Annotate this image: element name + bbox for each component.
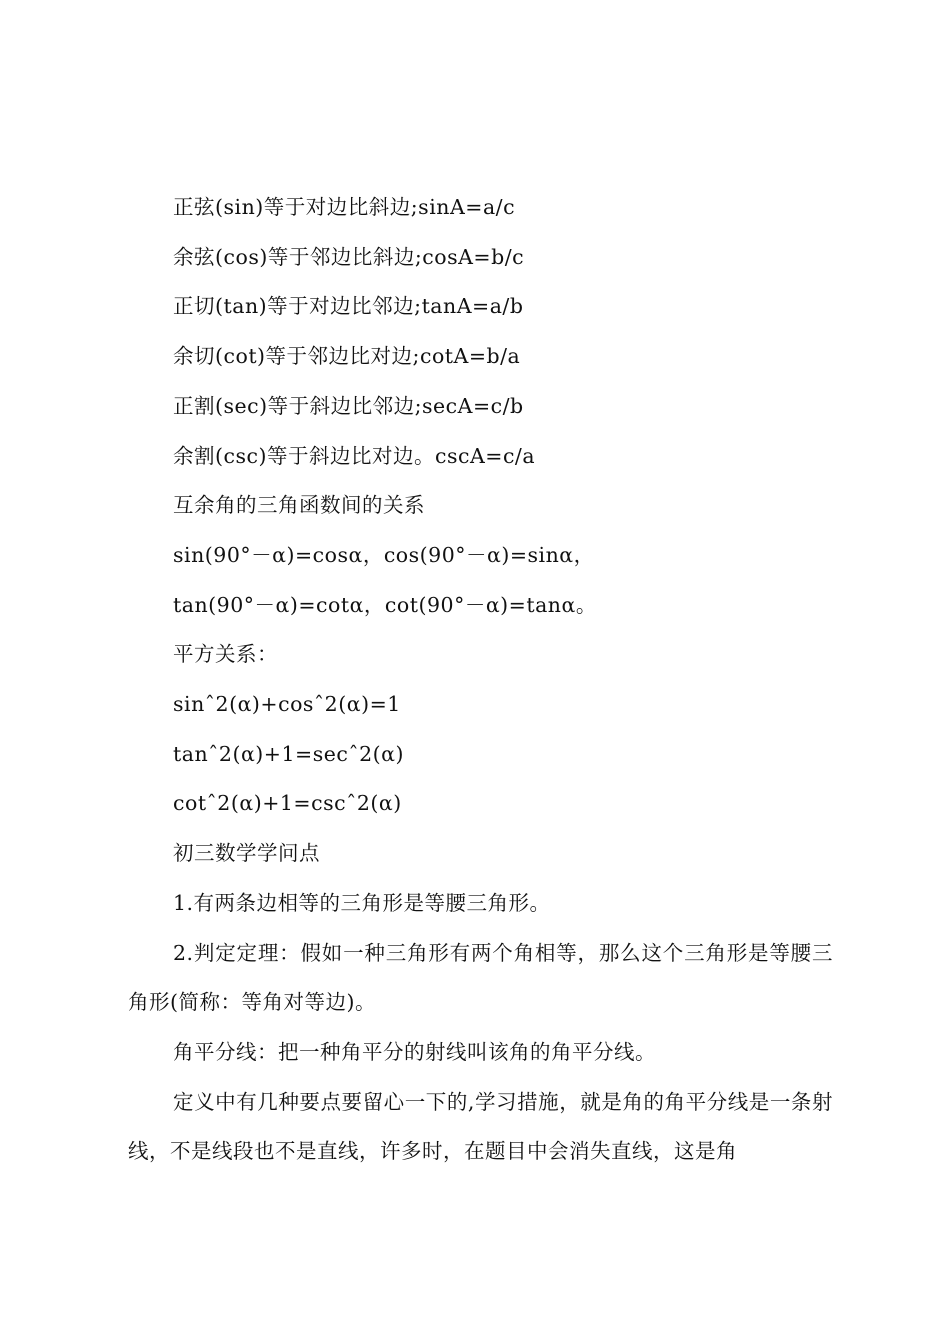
- angle-bisector-definition-line: 角平分线：把一种角平分的射线叫该角的角平分线。: [173, 1039, 656, 1064]
- document-body: [128, 183, 833, 1177]
- square-relations-heading: 平方关系：: [173, 642, 278, 667]
- square-relation-sin-cos: sinˆ2(α)+cosˆ2(α)=1: [173, 692, 401, 717]
- sine-definition-line: 正弦(sin)等于对边比斜边;sinA=a/c: [173, 195, 516, 219]
- complementary-formula-line-1: sin(90°－α)=cosα，cos(90°－α)=sinα，: [173, 542, 595, 567]
- secant-definition-line: 正割(sec)等于斜边比邻边;secA=c/b: [173, 393, 524, 418]
- cotangent-definition-line: 余切(cot)等于邻边比对边;cotA=b/a: [173, 344, 521, 369]
- square-relation-cot-csc: cotˆ2(α)+1=cscˆ2(α): [173, 791, 402, 816]
- complementary-formula-line-2: tan(90°－α)=cotα，cot(90°－α)=tanα。: [173, 592, 597, 617]
- tangent-definition-line: 正切(tan)等于对边比邻边;tanA=a/b: [173, 294, 524, 319]
- cosecant-definition-line: 余割(csc)等于斜边比对边。cscA=c/a: [173, 443, 536, 468]
- angle-bisector-notes-paragraph: 定义中有几种要点要留心一下的,学习措施，就是角的角平分线是一条射线，不是线段也不是直线，许多时，在题目中会消失直线，这是角: [128, 1089, 833, 1164]
- complementary-angle-heading: 互余角的三角函数间的关系: [173, 493, 425, 518]
- cosine-definition-line: 余弦(cos)等于邻边比斜边;cosA=b/c: [173, 244, 525, 269]
- grade-nine-math-heading: 初三数学学问点: [173, 841, 320, 866]
- isosceles-definition-line: 1.有两条边相等的三角形是等腰三角形。: [173, 890, 551, 915]
- square-relation-tan-sec: tanˆ2(α)+1=secˆ2(α): [173, 741, 404, 766]
- isosceles-theorem-paragraph: 2.判定定理：假如一种三角形有两个角相等，那么这个三角形是等腰三角形(简称：等角对等边)。: [128, 940, 833, 1015]
